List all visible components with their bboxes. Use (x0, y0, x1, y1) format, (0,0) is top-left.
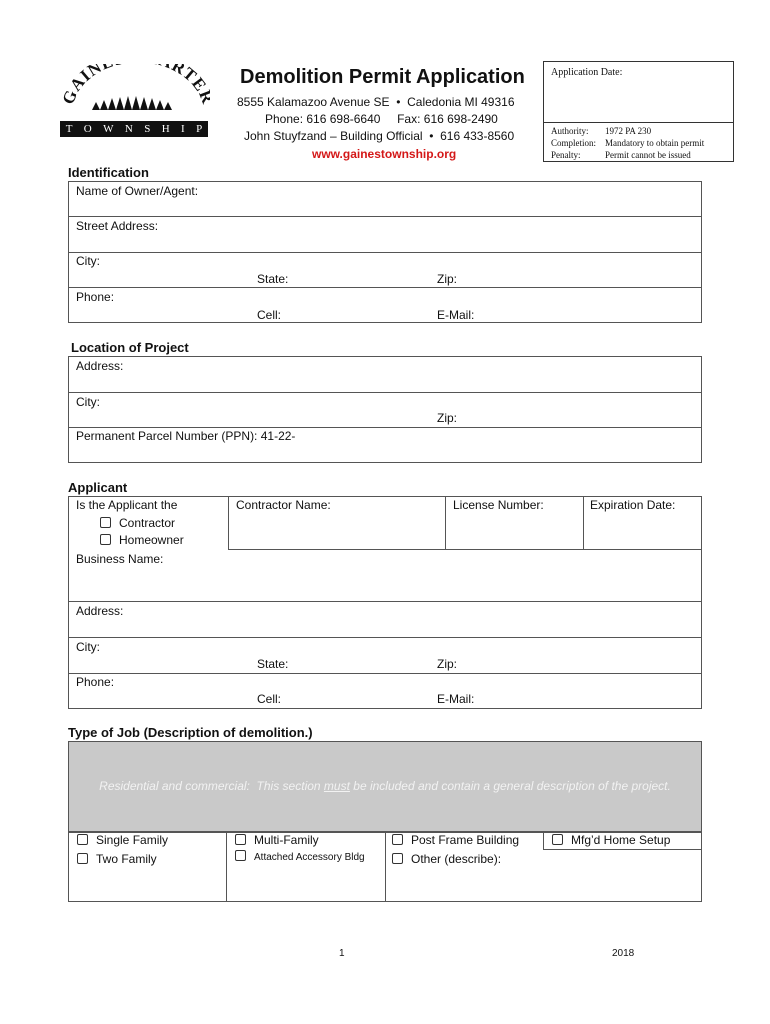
city-label: City: (76, 254, 100, 268)
street-field[interactable] (69, 217, 701, 252)
header-phone: Phone: 616 698-6640 Fax: 616 698-2490 (265, 112, 498, 126)
logo-letter: T (65, 123, 73, 135)
hint-part-1: Residential and commercial: This section (99, 779, 324, 793)
project-city-label: City: (76, 395, 100, 409)
page-number: 1 (339, 948, 345, 959)
other-checkbox[interactable] (392, 853, 403, 864)
homeowner-option-label: Homeowner (119, 533, 184, 547)
mfgd-home-option[interactable] (552, 833, 670, 847)
city-field[interactable] (69, 253, 701, 287)
post-frame-option[interactable] (392, 833, 519, 847)
identification-title: Identification (68, 165, 149, 180)
logo-letter: I (181, 123, 185, 135)
multi-family-option[interactable] (235, 833, 319, 847)
contractor-option-label: Contractor (119, 516, 176, 530)
project-zip-label: Zip: (437, 411, 458, 425)
email-label: E-Mail: (437, 308, 475, 322)
logo-letter: S (144, 123, 151, 135)
business-name-label: Business Name: (76, 552, 164, 566)
applicant-phone-field[interactable] (69, 674, 701, 708)
owner-label: Name of Owner/Agent: (76, 184, 199, 198)
job-title: Type of Job (Description of demolition.) (68, 725, 313, 740)
header-address: 8555 Kalamazoo Avenue SE • Caledonia MI 49316 (237, 95, 515, 109)
completion-label: Completion: (551, 138, 596, 148)
attached-accessory-label: Attached Accessory Bldg (254, 852, 365, 863)
contractor-checkbox[interactable] (100, 517, 111, 528)
homeowner-checkbox-option[interactable] (100, 533, 184, 547)
logo-letter: N (124, 123, 133, 135)
logo-letter: H (161, 123, 170, 135)
page-title: Demolition Permit Application (240, 66, 525, 88)
street-label: Street Address: (76, 219, 159, 233)
applicant-address-label: Address: (76, 604, 124, 618)
logo-letter: W (103, 123, 114, 135)
applicant-phone-label: Phone: (76, 675, 115, 689)
attached-accessory-option[interactable] (235, 850, 365, 863)
two-family-label: Two Family (96, 852, 157, 866)
two-family-checkbox[interactable] (77, 853, 88, 864)
multi-family-label: Multi-Family (254, 833, 319, 847)
attached-accessory-checkbox[interactable] (235, 850, 246, 861)
applicant-city-label: City: (76, 640, 100, 654)
ppn-label: Permanent Parcel Number (PPN): 41-22- (76, 429, 296, 443)
multi-family-checkbox[interactable] (235, 834, 246, 845)
post-frame-checkbox[interactable] (392, 834, 403, 845)
application-date-label: Application Date: (551, 67, 623, 78)
hint-must: must (323, 779, 350, 793)
project-address-label: Address: (76, 359, 124, 373)
logo-letter: P (196, 123, 203, 135)
expiration-date-label: Expiration Date: (590, 498, 676, 512)
logo-arc-text: GAIN RTE (58, 64, 210, 107)
project-address-field[interactable] (69, 357, 701, 392)
job-description-hint (68, 779, 702, 793)
contractor-checkbox-option[interactable] (100, 516, 175, 530)
other-label: Other (describe): (411, 852, 502, 866)
homeowner-checkbox[interactable] (100, 534, 111, 545)
post-frame-label: Post Frame Building (411, 833, 520, 847)
phone-field[interactable] (69, 288, 701, 322)
authority-label: Authority: (551, 126, 589, 136)
header-official: John Stuyfzand – Building Official • 616 433-8560 (244, 129, 515, 143)
applicant-city-field[interactable] (69, 638, 701, 673)
cell-label: Cell: (257, 308, 282, 322)
single-family-option[interactable] (77, 833, 168, 847)
applicant-cell-label: Cell: (257, 692, 282, 706)
license-number-label: License Number: (453, 498, 544, 512)
logo-letter: O (83, 123, 92, 135)
hint-part-2: be included and contain a general description of the project. (349, 779, 671, 793)
other-option[interactable] (392, 852, 501, 866)
logo-triangles (92, 96, 172, 110)
application-date-field[interactable] (546, 82, 731, 120)
applicant-title: Applicant (68, 480, 128, 495)
form-year: 2018 (612, 948, 635, 959)
penalty-label: Penalty: (551, 150, 581, 160)
applicant-state-label: State: (257, 657, 289, 671)
project-city-field[interactable] (69, 393, 701, 427)
township-logo (58, 64, 210, 140)
applicant-address-field[interactable] (69, 602, 701, 637)
is-applicant-label: Is the Applicant the (76, 498, 178, 512)
mfgd-home-checkbox[interactable] (552, 834, 563, 845)
business-name-field[interactable] (69, 550, 701, 601)
state-label: State: (257, 272, 289, 286)
zip-label: Zip: (437, 272, 458, 286)
applicant-zip-label: Zip: (437, 657, 458, 671)
penalty-value: Permit cannot be issued (605, 150, 691, 160)
authority-value: 1972 PA 230 (605, 126, 652, 136)
location-title: Location of Project (71, 340, 189, 355)
mfgd-home-label: Mfg’d Home Setup (571, 833, 671, 847)
svg-text:GAINES CHARTER (58, 64, 210, 107)
phone-label: Phone: (76, 290, 115, 304)
contractor-name-label: Contractor Name: (236, 498, 331, 512)
two-family-option[interactable] (77, 852, 157, 866)
logo-township-bar (60, 121, 208, 137)
website-link[interactable]: www.gainestownship.org (312, 147, 457, 161)
completion-value: Mandatory to obtain permit (605, 138, 705, 148)
single-family-checkbox[interactable] (77, 834, 88, 845)
single-family-label: Single Family (96, 833, 169, 847)
applicant-email-label: E-Mail: (437, 692, 475, 706)
